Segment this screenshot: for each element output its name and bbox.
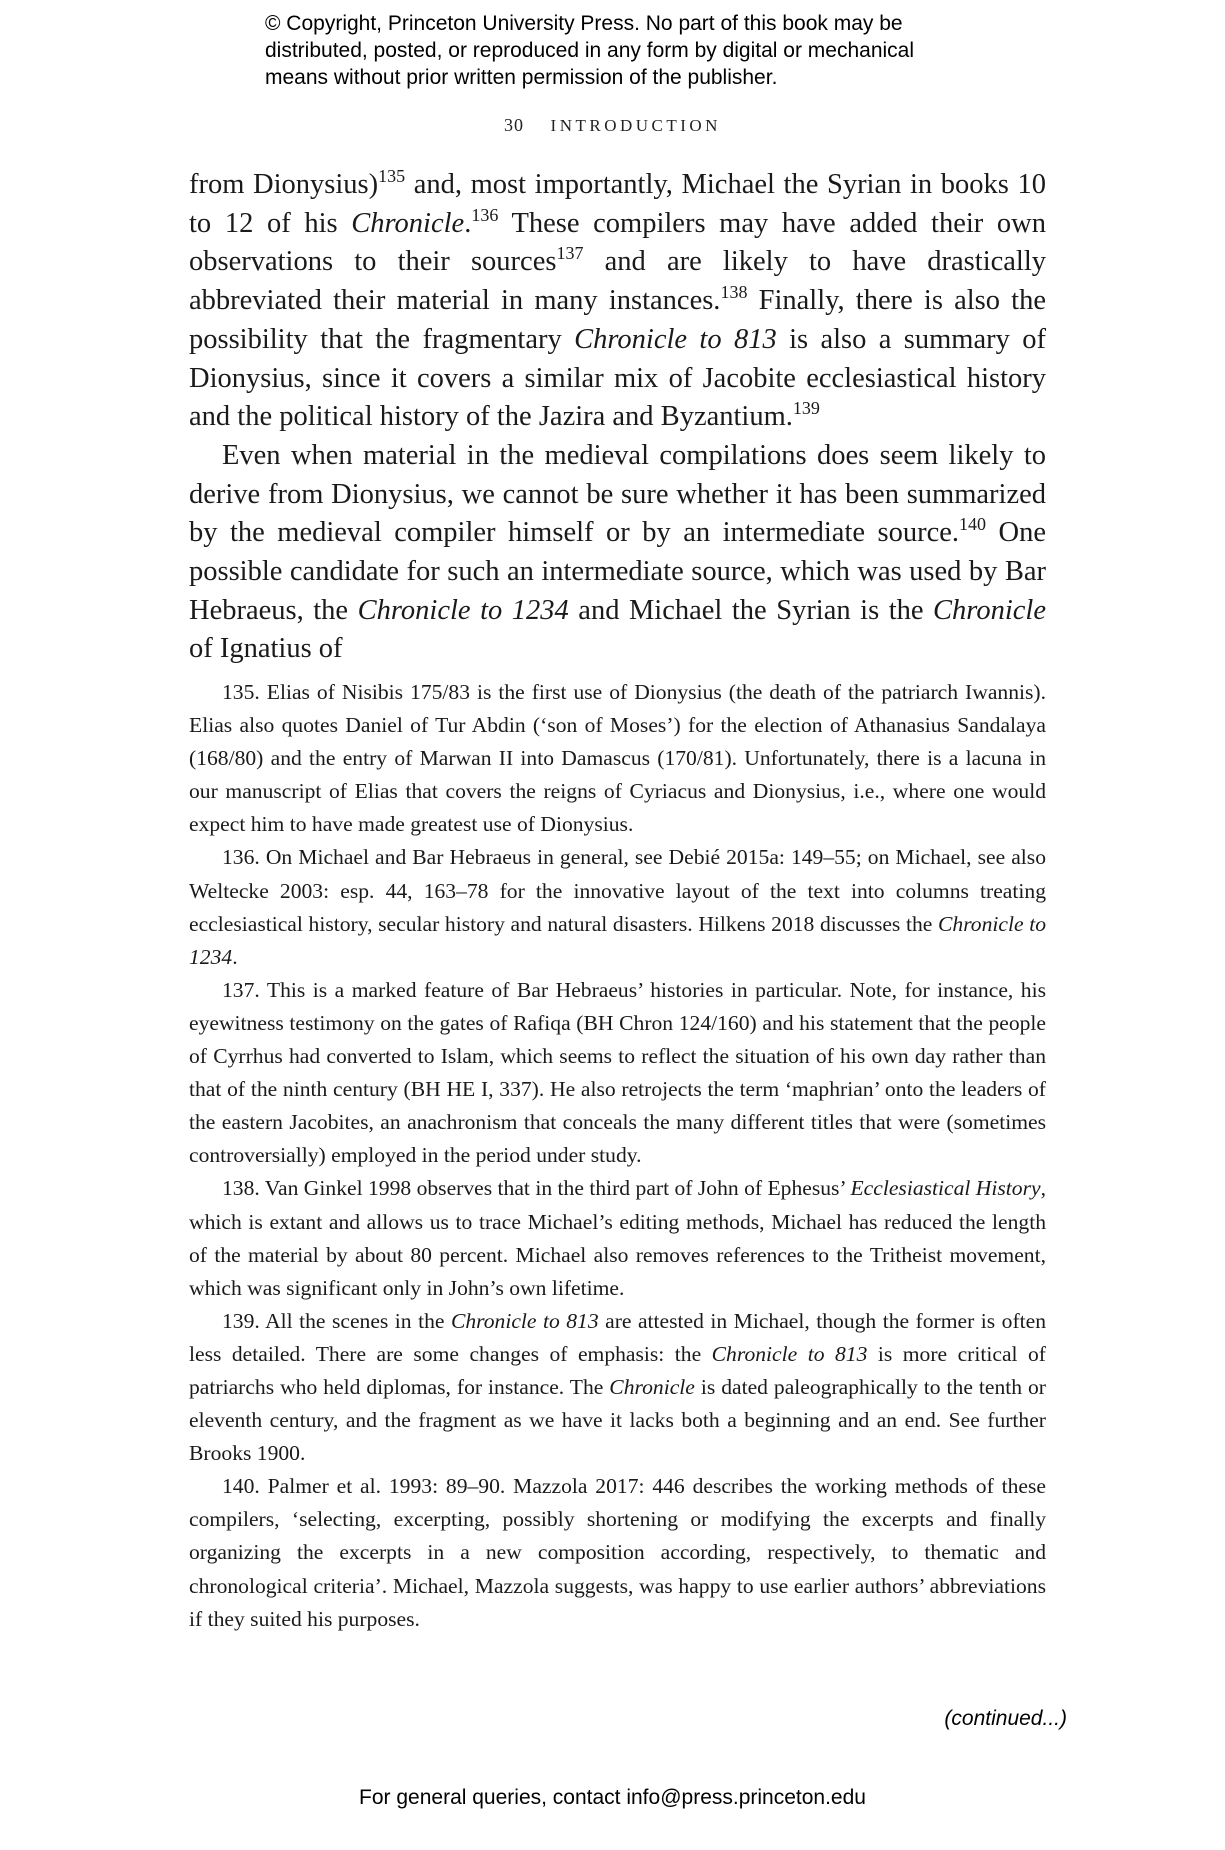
text-run: of Ignatius of xyxy=(189,633,343,665)
footnotes xyxy=(189,676,1046,1636)
text-run: , which is extant and allows us to trace Michael’s editing methods, Michael has reduced the length of the material by about 80 percent. Michael also removes references to the Tritheist movement, which was significant only in John’s own lifetime. xyxy=(189,1176,1046,1300)
page-number: 30 xyxy=(504,115,525,135)
footnote-ref: 135 xyxy=(378,166,406,186)
text-run: from Dionysius) xyxy=(189,169,379,200)
text-run: is also a summary of Dionysius, since it covers a similar mix of Jacobite ecclesiastical history and the political history of the Jazira and Byzantium. xyxy=(189,323,1046,433)
book-title: Chronicle xyxy=(609,1374,695,1399)
body-paragraph xyxy=(189,437,1046,669)
text-run: Even when material in the medieval compilations does seem likely to derive from Dionysius, we cannot be sure whether it has been summarized by the medieval compiler himself or by an intermediate source. xyxy=(189,439,1046,549)
text-run: These compilers may have added their own observations to their sources xyxy=(189,207,1046,278)
text-run: and Michael the Syrian is the xyxy=(568,594,934,626)
continued-note: (continued...) xyxy=(944,1707,1067,1730)
text-run: are attested in Michael, though the former is often less detailed. There are some changes of emphasis: the xyxy=(189,1308,1047,1366)
text-run: 136. On Michael and Bar Hebraeus in general, see Debié 2015a: 149–55; on Michael, see also Weltecke 2003: esp. 44, 163–78 for the innovative layout of the text into columns treating ecclesiastical history, secular history and natural disasters. Hilkens 2018 discusses the xyxy=(189,845,1046,936)
copyright-notice xyxy=(265,10,1025,91)
footnote-137: 137. This is a marked feature of Bar Hebraeus’ histories in particular. Note, for instance, his eyewitness testimony on the gates of Rafiqa (BH Chron 124/160) and his statement that the people of Cyrrhus had converted to Islam, which seems to reflect the situation of his own day rather than that of the ninth century (BH HE I, 337). He also retrojects the term ‘maphrian’ onto the leaders of the eastern Jacobites, an anachronism that conceals the many different titles that were (sometimes controversially) employed in the period under study. xyxy=(189,977,1046,1168)
footnote-ref: 137 xyxy=(556,243,584,264)
book-title: Chronicle to 813 xyxy=(574,323,777,355)
book-title: Chronicle to 813 xyxy=(450,1308,599,1333)
book-title: Chronicle to 1234 xyxy=(357,594,569,626)
text-run: 139. All the scenes in the xyxy=(222,1308,451,1333)
footnote-138 xyxy=(189,1172,1046,1304)
copyright-line: © Copyright, Princeton University Press. No part of this book may be xyxy=(265,12,903,35)
text-run: is dated paleographically to the tenth or eleventh century, and the fragment as we have it lacks both a beginning and an end. See further Brooks 1900. xyxy=(189,1374,1046,1466)
footnote-ref: 140 xyxy=(959,514,987,535)
footnote-136 xyxy=(189,841,1046,973)
footnote-135: 135. Elias of Nisibis 175/83 is the first use of Dionysius (the death of the patriarch Iwannis). Elias also quotes Daniel of Tur Abdin (‘son of Moses’) for the election of Athanasius Sandalaya (168/80) and the entry of Marwan II into Damascus (170/81). Unfortunately, there is a lacuna in our manuscript of Elias that covers the reigns of Cyriacus and Dionysius, i.e., where one would expect him to have made greatest use of Dionysius. xyxy=(189,680,1046,837)
running-head xyxy=(0,115,1225,136)
copyright-line: means without prior written permission of the publisher. xyxy=(265,66,778,89)
running-title: INTRODUCTION xyxy=(550,116,721,135)
text-run: . xyxy=(232,944,238,969)
main-text xyxy=(189,166,1046,669)
text-run: 138. Van Ginkel 1998 observes that in the third part of John of Ephesus’ xyxy=(222,1176,851,1201)
text-run: and, most importantly, Michael the Syrian in books 10 to 12 of his xyxy=(189,169,1046,239)
footnote-139 xyxy=(189,1305,1046,1470)
book-title: Chronicle to 813 xyxy=(711,1341,868,1366)
footnote-ref: 139 xyxy=(792,398,820,419)
footnote-ref: 136 xyxy=(471,204,499,225)
body-paragraph xyxy=(189,166,1046,437)
footnote-140: 140. Palmer et al. 1993: 89–90. Mazzola 2017: 446 describes the working methods of these compilers, ‘selecting, excerpting, possibly shortening or modifying the excerpts and finally organizing the excerpts in a new composition according, respectively, to thematic and chronological criteria’. Michael, Mazzola suggests, was happy to use earlier authors’ abbreviations if they suited his purposes. xyxy=(189,1474,1046,1631)
text-run: and are likely to have drastically abbreviated their material in many instances. xyxy=(189,246,1046,317)
book-title: Chronicle xyxy=(351,207,465,239)
text-run: . xyxy=(464,207,472,239)
text-run: is more critical of patriarchs who held diplomas, for instance. The xyxy=(189,1341,1047,1399)
book-title: Ecclesiastical History xyxy=(850,1176,1041,1201)
book-title: Chronicle xyxy=(933,594,1046,626)
text-run: Finally, there is also the possibility that the fragmentary xyxy=(189,285,1046,355)
copyright-line: distributed, posted, or reproduced in any form by digital or mechanical xyxy=(265,39,915,62)
text-run: One possible candidate for such an intermediate source, which was used by Bar Hebraeus, the xyxy=(189,517,1047,626)
contact-line: For general queries, contact info@press.princeton.edu xyxy=(359,1786,866,1809)
book-title: Chronicle to 1234 xyxy=(189,911,1046,969)
footnote-ref: 138 xyxy=(720,282,748,303)
